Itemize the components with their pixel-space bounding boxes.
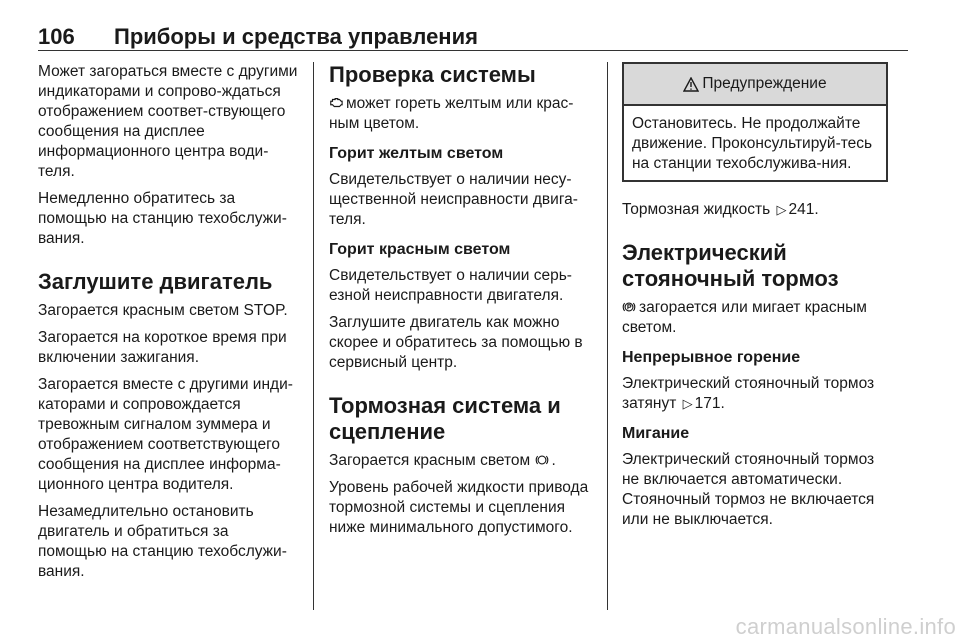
page-title: Приборы и средства управления [114, 24, 478, 49]
section-heading-stop-engine: Заглушите двигатель [38, 269, 273, 294]
paragraph: Немедленно обратитесь за помощью на станцию техобслужи-вания. [38, 190, 287, 247]
watermark: carmanualsonline.info [735, 614, 956, 639]
subheading-blinking: Мигание [622, 425, 690, 442]
reference-arrow-icon: ▷ [682, 396, 693, 411]
paragraph-text-end: . [551, 452, 556, 469]
paragraph-text: Загорается красным светом [329, 452, 531, 469]
header-rule [38, 50, 908, 51]
paragraph-text: Электрический стояночный тормоз затянут [622, 375, 875, 412]
section-heading-system-check: Проверка системы [329, 62, 536, 87]
subheading-yellow: Горит желтым светом [329, 145, 504, 162]
warning-header [624, 64, 886, 106]
parking-brake-icon [622, 300, 636, 314]
warning-text: Остановитесь. Не продолжайте движение. Проконсультируй-тесь на станции техобслужива-ния. [632, 115, 873, 172]
paragraph: Электрический стояночный тормоз не включается автоматически. Стояночный тормоз не включается или не выключается. [622, 451, 875, 528]
paragraph [329, 451, 595, 471]
paragraph-text: может гореть желтым или крас-ным цветом. [329, 95, 574, 132]
paragraph: Заглушите двигатель как можно скорее и обратитесь за помощью в сервисный центр. [329, 314, 583, 371]
column-2 [329, 62, 595, 545]
section-heading-parking-brake: Электрический стояночный тормоз [622, 240, 839, 291]
warning-triangle-icon [683, 77, 699, 92]
paragraph [329, 94, 595, 134]
paragraph: Свидетельствует о наличии серь-езной неисправности двигателя. [329, 267, 572, 304]
subheading-red: Горит красным светом [329, 241, 511, 258]
paragraph [622, 200, 888, 220]
page-number: 106 [38, 24, 75, 49]
paragraph: Уровень рабочей жидкости привода тормозной системы и сцепления ниже минимального допустимого. [329, 479, 589, 536]
paragraph-text: загорается или мигает красным светом. [622, 299, 867, 336]
paragraph-text: Тормозная жидкость [622, 201, 771, 218]
page-reference[interactable]: 171. [694, 395, 725, 412]
column-divider [607, 62, 608, 610]
paragraph: Загорается на короткое время при включении зажигания. [38, 329, 287, 366]
warning-box [622, 62, 888, 182]
reference-arrow-icon: ▷ [776, 202, 787, 217]
column-divider [313, 62, 314, 610]
paragraph [622, 374, 888, 414]
paragraph: Может загораться вместе с другими индикаторами и сопрово-ждаться отображением соответ-ствующего сообщения на дисплее информационного центра води-теля. [38, 63, 298, 180]
paragraph [622, 298, 888, 338]
paragraph: Незамедлительно остановить двигатель и обратиться за помощью на станцию техобслужи-вания. [38, 503, 287, 580]
column-3 [622, 62, 888, 537]
page-header [38, 24, 908, 52]
column-1 [38, 62, 300, 589]
brake-warning-icon [535, 453, 549, 467]
section-heading-brake-system: Тормозная система и сцепление [329, 393, 561, 444]
paragraph: Загорается вместе с другими инди-каторами и сопровождается тревожным сигналом зуммера и отображением соответствующего сообщения на дисплее информа-ционного центра водителя. [38, 376, 293, 493]
paragraph: Загорается красным светом STOP. [38, 302, 288, 319]
page-reference[interactable]: 241. [788, 201, 819, 218]
check-engine-icon [329, 96, 343, 110]
warning-title: Предупреждение [702, 75, 827, 92]
paragraph: Свидетельствует о наличии несу-щественной неисправности двига-теля. [329, 171, 578, 228]
subheading-continuous: Непрерывное горение [622, 349, 801, 366]
